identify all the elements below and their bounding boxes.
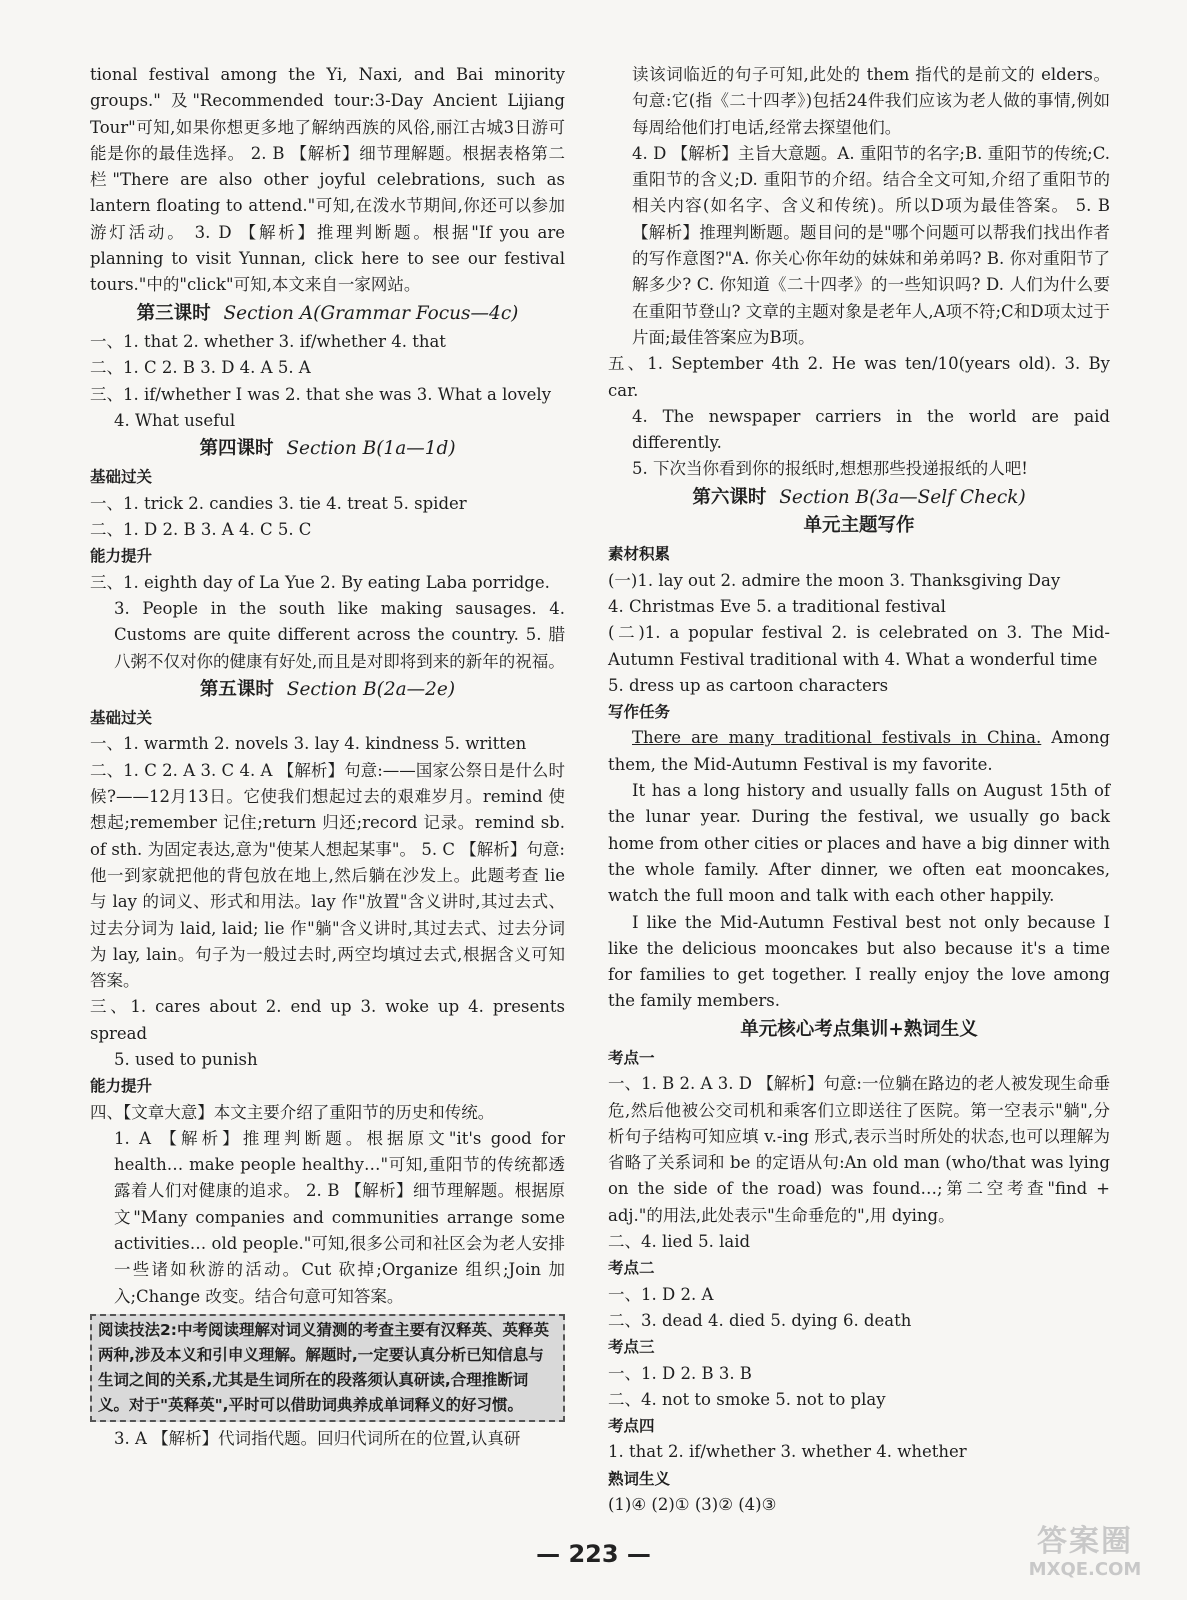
answer-paragraph: 一、1. B 2. A 3. D 【解析】句意:一位躺在路边的老人被发现生命垂危,然后他被公交司机和乘客们立即送往了医院。第一空表示"躺",分析句子结构可知应填 v.-ing 形式,表示当时所处的状态,也可以理解为省略了关系词和 be 的定语从句:An old man (who/that was lying on the side of the road) was found…;第二空考查"find + adj."的用法,此处表示"生命垂危的",用 dying。 <box>608 1074 1110 1225</box>
answer-line: 1. that 2. if/whether 3. whether 4. whether <box>608 1442 967 1462</box>
answer-line: 3. A 【解析】代词指代题。回归代词所在的位置,认真研 <box>114 1428 521 1448</box>
lesson-title: 第三课时 <box>136 302 211 324</box>
answer-line: 4. The newspaper carriers in the world are paid differently. <box>632 406 1110 453</box>
answer-line: 二、1. C 2. B 3. D 4. A 5. A <box>90 358 311 378</box>
essay-paragraph: I like the Mid-Autumn Festival best not only because I like the delicious mooncakes but also because it's a time for families to get together. I really enjoy the love among the family members. <box>608 912 1110 1011</box>
subheading: 考点四 <box>608 1417 655 1436</box>
watermark-url: MXQE.COM <box>1028 1559 1142 1580</box>
watermark-title: 答案圈 <box>1037 1524 1133 1559</box>
right-column <box>608 62 1110 1518</box>
lesson-heading-5 <box>90 677 565 703</box>
answer-line: 二、4. lied 5. laid <box>608 1232 751 1252</box>
answer-line: 二、3. dead 4. died 5. dying 6. death <box>608 1310 912 1330</box>
subheading: 素材积累 <box>608 545 671 564</box>
lesson-title: 第四课时 <box>199 438 274 460</box>
writing-heading: 单元主题写作 <box>803 515 915 537</box>
lesson-section: Section B(3a—Self Check) <box>779 486 1026 508</box>
answer-paragraph: 读该词临近的句子可知,此处的 them 指代的是前文的 elders。句意:它(指《二十四孝》)包括24件我们应该为老人做的事情,例如每周给他们打电话,经常去探望他们。 <box>632 65 1110 137</box>
lesson-heading-3 <box>90 301 565 327</box>
left-column <box>90 62 565 1452</box>
lesson-section: Section A(Grammar Focus—4c) <box>223 302 519 324</box>
subheading: 基础过关 <box>90 468 153 487</box>
answer-line: 5. used to punish <box>114 1049 258 1069</box>
answer-line: 三、1. cares about 2. end up 3. woke up 4. presents spread <box>90 997 565 1043</box>
answer-line: 一、1. D 2. B 3. B <box>608 1363 752 1383</box>
answer-line: 二、1. D 2. B 3. A 4. C 5. C <box>90 520 312 540</box>
answer-line: 一、1. trick 2. candies 3. tie 4. treat 5. spider <box>90 493 467 513</box>
answer-line: 4. What useful <box>114 410 236 430</box>
answer-line: 三、1. eighth day of La Yue 2. By eating Laba porridge. <box>90 572 550 592</box>
answer-line: 一、1. warmth 2. novels 3. lay 4. kindness 5. written <box>90 734 527 754</box>
subheading: 熟词生义 <box>608 1469 671 1488</box>
essay-paragraph: It has a long history and usually falls on August 15th of the lunar year. During the festival, we usually go back home from other cities or places and have a big dinner with the whole family. After dinner, we often eat mooncakes, watch the full moon and talk with each other happily. <box>608 781 1110 906</box>
topic-sentence: There are many traditional festivals in China. <box>632 728 1042 748</box>
answer-line: 5. 下次当你看到你的报纸时,想想那些投递报纸的人吧! <box>632 459 1028 479</box>
lesson-heading-4 <box>90 436 565 462</box>
answer-line: 4. Christmas Eve 5. a traditional festival <box>608 596 946 616</box>
core-points-heading: 单元核心考点集训+熟词生义 <box>740 1018 978 1040</box>
answer-line: 3. People in the south like making sausages. 4. Customs are quite different across the country. 5. 腊八粥不仅对你的健康有好处,而且是对即将到来的新年的祝福。 <box>114 598 565 671</box>
answer-line: (二)1. a popular festival 2. is celebrated on 3. The Mid-Autumn Festival traditional with 4. What a wonderful time <box>608 623 1110 669</box>
answer-paragraph: 二、1. C 2. A 3. C 4. A 【解析】句意:——国家公祭日是什么时候?——12月13日。它使我们想起过去的艰难岁月。remind 使想起;remember 记住;return 归还;record 记录。remind sb. of sth. 为固定表达,意为"使某人想起某事"。 5. C 【解析】句意:他一到家就把他的背包放在地上,然后躺在沙发上。此题考查 lie 与 lay 的词义、形式和用法。lay 作"放置"含义讲时,其过去式、过去分词为 laid, laid; lie 作"躺"含义讲时,其过去式、过去分词为 lay, lain。句子为一般过去时,两空均填过去式,根据含义可知答案。 <box>90 760 565 991</box>
lesson-title: 第六课时 <box>692 486 767 508</box>
answer-line: 一、1. D 2. A <box>608 1284 714 1304</box>
answer-line: 五、1. September 4th 2. He was ten/10(years old). 3. By car. <box>608 354 1110 400</box>
answer-line: 二、4. not to smoke 5. not to play <box>608 1389 886 1409</box>
answer-line: 三、1. if/whether I was 2. that she was 3. What a lovely <box>90 384 552 404</box>
essay-paragraph <box>608 725 1110 778</box>
answer-line: (1)④ (2)① (3)② (4)③ <box>608 1495 777 1515</box>
subheading: 能力提升 <box>90 547 153 566</box>
answer-paragraph: 4. D 【解析】主旨大意题。A. 重阳节的名字;B. 重阳节的传统;C. 重阳节的含义;D. 重阳节的介绍。结合全文可知,介绍了重阳节的相关内容(如名字、含义和传统)。所以D项为最佳答案。 5. B 【解析】推理判断题。题目问的是"哪个问题可以帮我们找出作者的写作意图?"A. 你关心你年幼的妹妹和弟弟吗? B. 你对重阳节了解多少? C. 你知道《二十四孝》的一些知识吗? D. 人们为什么要在重阳节登山? 文章的主题对象是老年人,A项不符;C和D项太过于片面;最佳答案应为B项。 <box>632 143 1110 347</box>
answer-line: (一)1. lay out 2. admire the moon 3. Thanksgiving Day <box>608 570 1061 590</box>
essay-text: Among them, the Mid-Autumn Festival is my favorite. <box>608 728 1110 774</box>
answer-line: 一、1. that 2. whether 3. if/whether 4. that <box>90 331 446 351</box>
subheading: 写作任务 <box>608 703 671 722</box>
lesson-section: Section B(2a—2e) <box>286 678 456 700</box>
lesson-section: Section B(1a—1d) <box>286 438 456 460</box>
subheading: 考点一 <box>608 1048 655 1067</box>
subheading: 考点三 <box>608 1338 655 1357</box>
subheading: 考点二 <box>608 1259 655 1278</box>
answer-line: 5. dress up as cartoon characters <box>608 675 889 695</box>
lesson-title: 第五课时 <box>199 678 274 700</box>
subheading: 能力提升 <box>90 1077 153 1096</box>
paragraph: tional festival among the Yi, Naxi, and Bai minority groups." 及"Recommended tour:3-Day Ancient Lijiang Tour"可知,如果你想更多地了解纳西族的风俗,丽江古城3日游可能是你的最佳选择。 2. B 【解析】细节理解题。根据表格第二栏"There are also other joyful celebrations, such as lantern floating to attend."可知,在泼水节期间,你还可以参加游灯活动。 3. D 【解析】推理判断题。根据"If you are planning to visit Yunnan, click here to see our festival tours."中的"click"可知,本文来自一家网站。 <box>90 65 565 295</box>
reading-tip-box: 阅读技法2:中考阅读理解对词义猜测的考查主要有汉释英、英释英两种,涉及本义和引申义理解。解题时,一定要认真分析已知信息与生词之间的关系,尤其是生词所在的段落须认真研读,合理推断词义。对于"英释英",平时可以借助词典养成单词释义的好习惯。 <box>90 1314 565 1422</box>
watermark-logo <box>995 1525 1175 1591</box>
subheading: 基础过关 <box>90 709 153 728</box>
page-number: — 223 — <box>536 1540 651 1568</box>
answer-line: 四、【文章大意】本文主要介绍了重阳节的历史和传统。 <box>90 1102 495 1122</box>
answer-paragraph: 1. A 【解析】推理判断题。根据原文"it's good for health… make people healthy…"可知,重阳节的传统都透露着人们对健康的追求。 2. B 【解析】细节理解题。根据原文"Many companies and communities arrange some activities… old people."可知,很多公司和社区会为老人安排一些诸如秋游的活动。Cut 砍掉;Organize 组织;Join 加入;Change 改变。结合句意可知答案。 <box>114 1128 565 1306</box>
lesson-heading-6 <box>608 485 1110 511</box>
